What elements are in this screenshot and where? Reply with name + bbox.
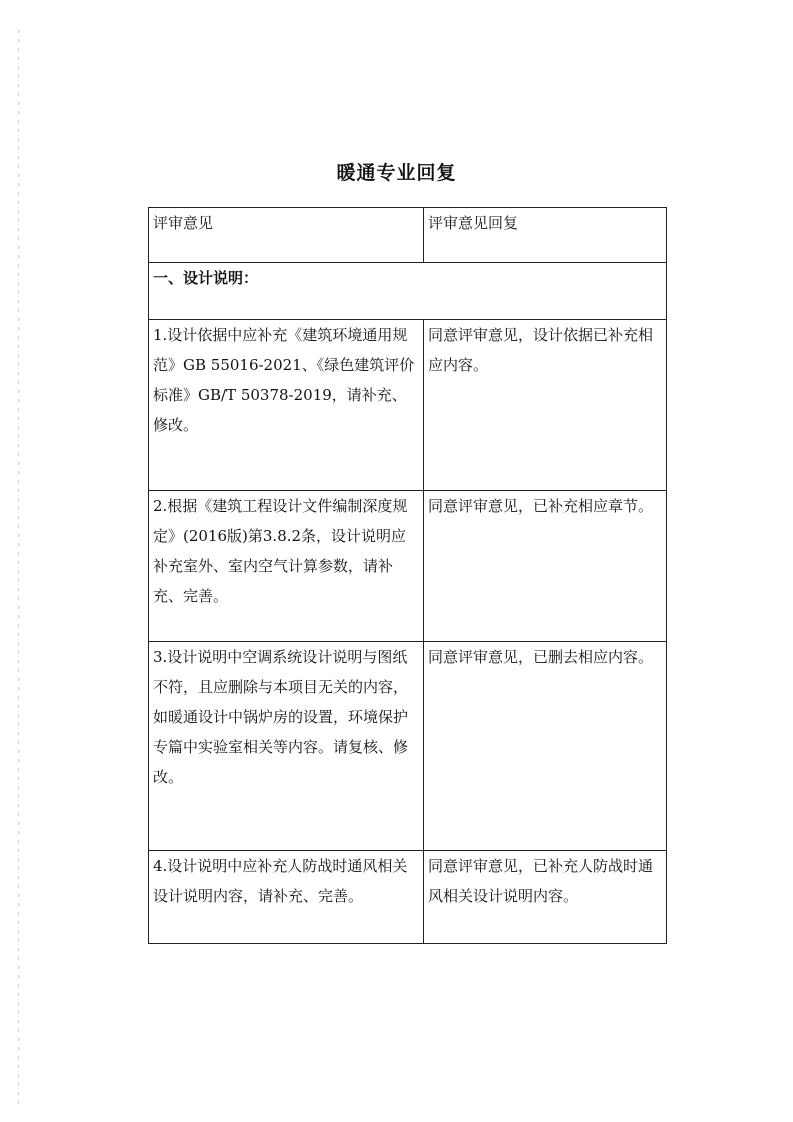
- comment-cell: 3.设计说明中空调系统设计说明与图纸不符，且应删除与本项目无关的内容，如暖通设计中锅炉房的设置，环境保护专篇中实验室相关等内容。请复核、修改。: [149, 642, 424, 851]
- table-row: [149, 491, 667, 642]
- table-header-row: [149, 208, 667, 263]
- section-title: 一、设计说明：: [149, 263, 667, 320]
- header-review-comments: 评审意见: [149, 208, 424, 263]
- comment-cell: 1.设计依据中应补充《建筑环境通用规范》GB 55016-2021、《绿色建筑评价标准》GB/T 50378-2019，请补充、修改。: [149, 320, 424, 491]
- comment-cell: 4.设计说明中应补充人防战时通风相关设计说明内容，请补充、完善。: [149, 851, 424, 944]
- reply-cell: 同意评审意见，已补充相应章节。: [424, 491, 667, 642]
- scan-edge-artifact: [18, 30, 19, 1110]
- reply-cell: 同意评审意见，已补充人防战时通风相关设计说明内容。: [424, 851, 667, 944]
- reply-cell: 同意评审意见，设计依据已补充相应内容。: [424, 320, 667, 491]
- table-row: [149, 320, 667, 491]
- table-row: [149, 642, 667, 851]
- document-title: 暖通专业回复: [336, 162, 457, 184]
- review-table: [148, 207, 667, 944]
- table-row: [149, 851, 667, 944]
- reply-cell: 同意评审意见，已删去相应内容。: [424, 642, 667, 851]
- comment-cell: 2.根据《建筑工程设计文件编制深度规定》(2016版)第3.8.2条，设计说明应补充室外、室内空气计算参数，请补充、完善。: [149, 491, 424, 642]
- section-row: [149, 263, 667, 320]
- header-review-replies: 评审意见回复: [424, 208, 667, 263]
